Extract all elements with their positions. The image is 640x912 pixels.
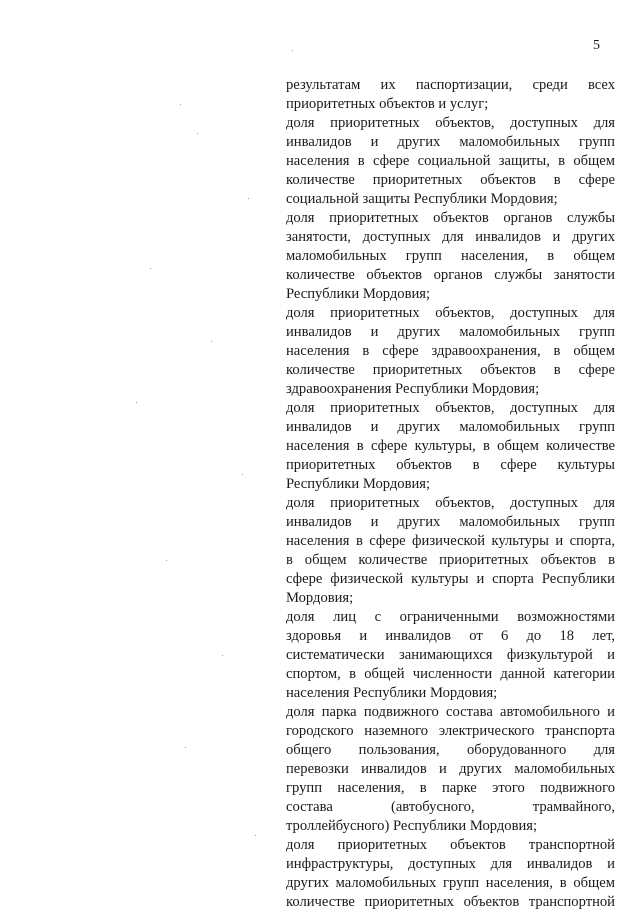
scan-speck xyxy=(150,268,151,269)
page-number: 5 xyxy=(593,38,600,53)
text-line: доля приоритетных объектов, доступных для xyxy=(286,115,615,131)
text-line: городского наземного электрического транспорта xyxy=(286,723,615,739)
text-line: доля приоритетных объектов, доступных для xyxy=(286,495,615,511)
text-line: спортом, в общей численности данной категории xyxy=(286,666,615,682)
scan-speck xyxy=(222,655,223,656)
body-text xyxy=(286,76,615,912)
text-line: доля приоритетных объектов органов службы xyxy=(286,210,615,226)
scan-speck xyxy=(292,50,293,51)
scan-speck xyxy=(180,104,181,105)
text-line: инфраструктуры, доступных для инвалидов и xyxy=(286,856,615,872)
text-line: занятости, доступных для инвалидов и других xyxy=(286,229,615,245)
scan-speck xyxy=(211,341,212,342)
text-line: перевозки инвалидов и других маломобильных xyxy=(286,761,615,777)
text-line: Республики Мордовия; xyxy=(286,476,431,492)
text-line: доля приоритетных объектов транспортной xyxy=(286,837,615,853)
text-line: здравоохранения Республики Мордовия; xyxy=(286,381,540,397)
text-line: инвалидов и других маломобильных групп xyxy=(286,514,615,530)
text-line: систематически занимающихся физкультурой и xyxy=(286,647,615,663)
text-line: доля приоритетных объектов, доступных для xyxy=(286,400,615,416)
text-line: населения Республики Мордовия; xyxy=(286,685,498,701)
text-line: других маломобильных групп населения, в общем xyxy=(286,875,615,891)
scan-speck xyxy=(242,474,243,475)
scan-speck xyxy=(185,747,186,748)
text-line: количестве приоритетных объектов в сфере xyxy=(286,172,615,188)
text-line: приоритетных объектов в сфере культуры xyxy=(286,457,615,473)
text-line: доля приоритетных объектов, доступных для xyxy=(286,305,615,321)
text-line: Мордовия; xyxy=(286,590,354,606)
text-line: инвалидов и других маломобильных групп xyxy=(286,419,615,435)
text-line: общего пользования, оборудованного для xyxy=(286,742,615,758)
text-line: троллейбусного) Республики Мордовия; xyxy=(286,818,538,834)
scan-speck xyxy=(255,835,256,836)
scan-speck xyxy=(166,560,167,561)
text-line: доля лиц с ограниченными возможностями xyxy=(286,609,615,625)
scan-speck xyxy=(197,133,198,134)
text-line: количестве объектов органов службы занятости xyxy=(286,267,615,283)
text-line: количестве приоритетных объектов транспортной xyxy=(286,894,615,910)
text-line: приоритетных объектов и услуг; xyxy=(286,96,489,112)
text-line: социальной защиты Республики Мордовия; xyxy=(286,191,558,207)
text-line: в общем количестве приоритетных объектов в xyxy=(286,552,615,568)
text-line: маломобильных групп населения, в общем xyxy=(286,248,615,264)
text-line: населения в сфере здравоохранения, в общем xyxy=(286,343,615,359)
text-line: Республики Мордовия; xyxy=(286,286,431,302)
text-line: населения в сфере физической культуры и спорта, xyxy=(286,533,615,549)
scan-speck xyxy=(248,198,249,199)
text-line: доля парка подвижного состава автомобильного и xyxy=(286,704,615,720)
text-line: населения в сфере культуры, в общем количестве xyxy=(286,438,615,454)
text-line: результатам их паспортизации, среди всех xyxy=(286,77,615,93)
text-line: населения в сфере социальной защиты, в общем xyxy=(286,153,615,169)
text-line: инвалидов и других маломобильных групп xyxy=(286,134,615,150)
text-line: сфере физической культуры и спорта Республики xyxy=(286,571,615,587)
scan-speck xyxy=(136,402,137,403)
text-line: количестве приоритетных объектов в сфере xyxy=(286,362,615,378)
text-line: здоровья и инвалидов от 6 до 18 лет, xyxy=(286,628,615,644)
text-line: групп населения, в парке этого подвижного xyxy=(286,780,615,796)
text-line: состава (автобусного, трамвайного, xyxy=(286,799,615,815)
text-line: инвалидов и других маломобильных групп xyxy=(286,324,615,340)
